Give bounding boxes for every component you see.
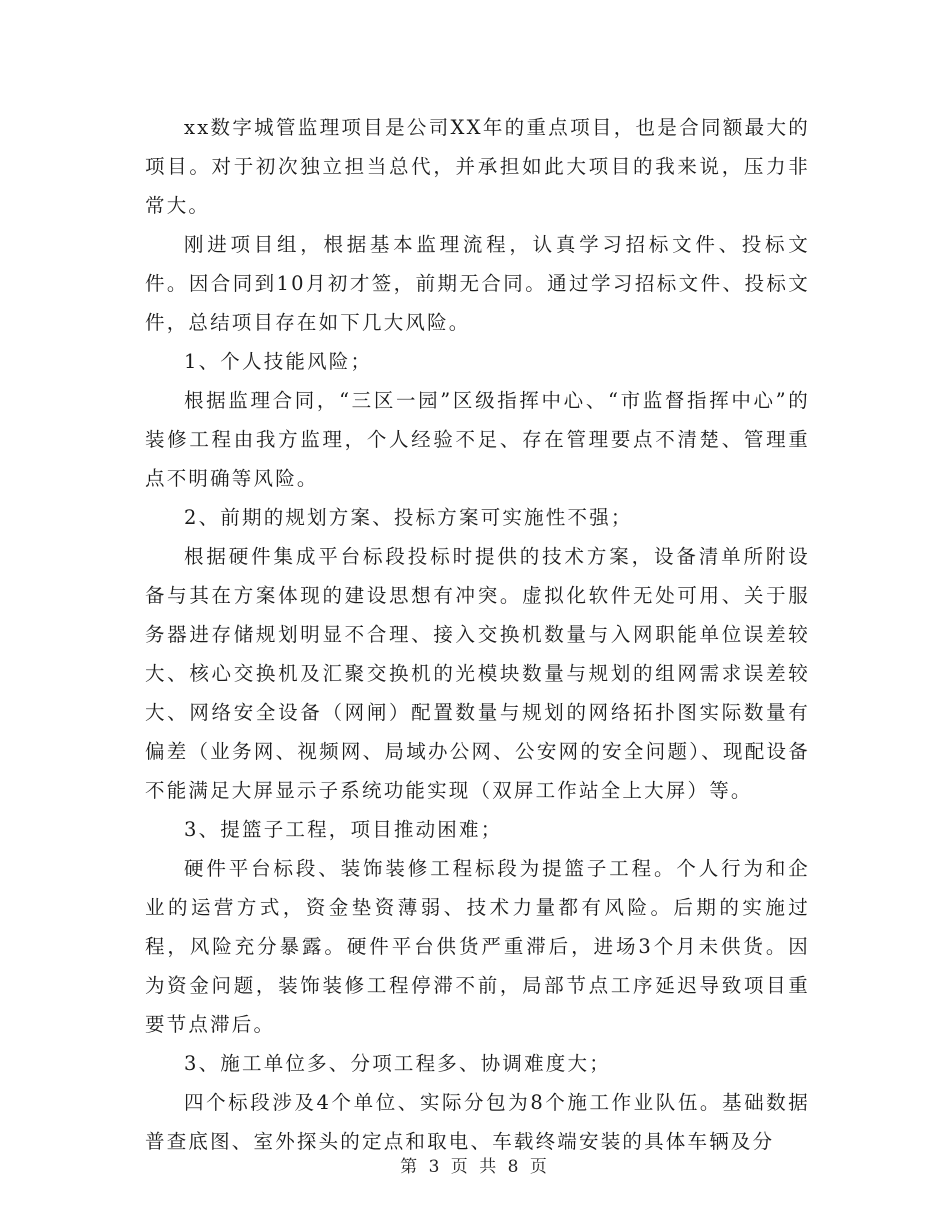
heading-risk-3: 3、提篮子工程，项目推动困难； [184,818,503,841]
heading-risk-4: 3、施工单位多、分项工程多、协调难度大； [184,1052,611,1075]
paragraph-risk-2: 根据硬件集成平台标段投标时提供的技术方案，设备清单所附设备与其在方案体现的建设思想有冲突。虚拟化软件无处可用、关于服务器进存储规划明显不合理、接入交换机数量与入网职能单位误差较大、核心交换机及汇聚交换机的光模块数量与规划的组网需求误差较大、网络安全设备（网闸）配置数量与规划的网络拓扑图实际数量有偏差（业务网、视频网、局域办公网、公安网的安全问题）、现配设备不能满足大屏显示子系统功能实现（双屏工作站全上大屏）等。 [145,545,810,802]
paragraph-risk-1: 根据监理合同，“三区一园”区级指挥中心、“市监督指挥中心”的装修工程由我方监理，个人经验不足、存在管理要点不清楚、管理重点不明确等风险。 [145,389,810,490]
heading-risk-1: 1、个人技能风险； [184,350,373,373]
document-body [145,108,810,1161]
paragraph-risk-summary: 刚进项目组，根据基本监理流程，认真学习招标文件、投标文件。因合同到10月初才签，前期无合同。通过学习招标文件、投标文件，总结项目存在如下几大风险。 [145,233,810,334]
page-number-footer: 第 3 页 共 8 页 [400,1157,550,1177]
heading-risk-2: 2、前期的规划方案、投标方案可实施性不强； [184,506,633,529]
paragraph-risk-3: 硬件平台标段、装饰装修工程标段为提篮子工程。个人行为和企业的运营方式，资金垫资薄弱、技术力量都有风险。后期的实施过程，风险充分暴露。硬件平台供货严重滞后，进场3个月未供货。因为资金问题，装饰装修工程停滞不前，局部节点工序延迟导致项目重要节点滞后。 [145,857,810,1036]
paragraph-risk-4: 四个标段涉及4个单位、实际分包为8个施工作业队伍。基础数据普查底图、室外探头的定点和取电、车载终端安装的具体车辆及分 [145,1091,810,1153]
paragraph-intro: xx数字城管监理项目是公司XX年的重点项目，也是合同额最大的项目。对于初次独立担当总代，并承担如此大项目的我来说，压力非常大。 [145,116,810,217]
